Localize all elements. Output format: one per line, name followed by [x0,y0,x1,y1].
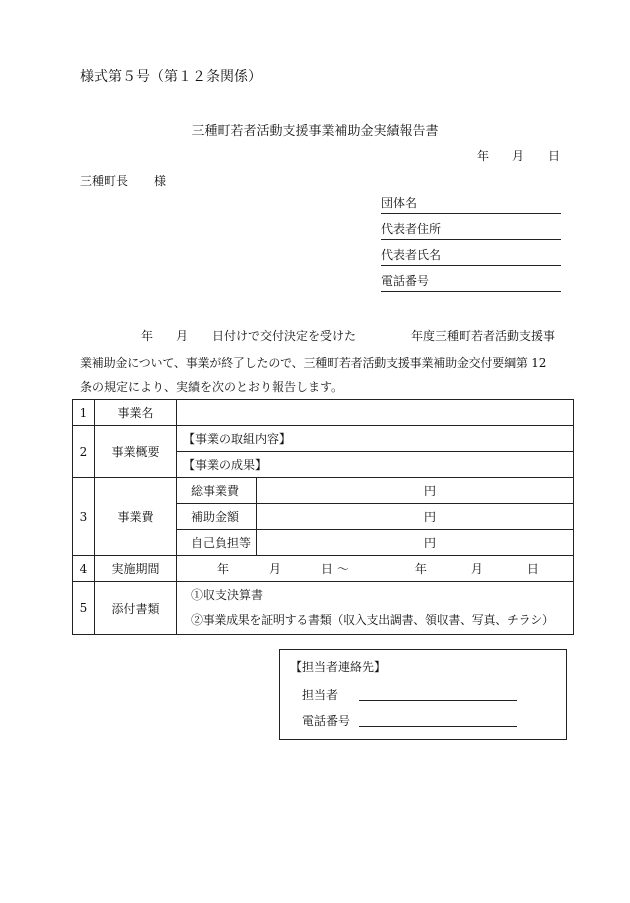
applicant-org[interactable]: 団体名 [381,196,561,214]
addressee-honorific: 様 [154,174,167,188]
body-line-2: 業補助金について、事業が終了したので、三種町若者活動支援事業補助金交付要綱第 12 [80,356,547,370]
table-row [73,478,574,504]
report-table [72,399,574,635]
cost-total-value[interactable]: 円 [257,478,574,504]
row-num: 3 [73,478,95,556]
body-month: 月 [176,329,189,343]
attachment-item: ②事業成果を証明する書類（収入支出調書、領収書、写真、チラシ） [191,613,554,627]
date-year: 年 [477,149,490,163]
addressee-name: 三種町長 [80,174,129,188]
body-end: 年度三種町若者活動支援事 [411,329,556,343]
cost-total-label: 総事業費 [177,478,257,504]
period-start-month: 月 [269,562,282,576]
date-day: 日 [548,149,561,163]
body-mid: 日付けで交付決定を受けた [212,329,357,343]
project-name-value[interactable] [177,400,574,426]
cost-self-label: 自己負担等 [177,530,257,556]
row-label-period: 実施期間 [95,556,177,582]
overview-activities[interactable]: 【事業の取組内容】 [177,426,574,452]
contact-person-field[interactable] [359,699,517,701]
row-label-attachments: 添付書類 [95,582,177,635]
contact-phone-field[interactable] [359,725,517,727]
date-month: 月 [512,149,525,163]
document-title: 三種町若者活動支援事業補助金実績報告書 [191,124,439,139]
period-value[interactable] [177,556,574,582]
applicant-address[interactable]: 代表者住所 [381,222,561,240]
form-label: 様式第５号（第１２条関係） [80,69,262,85]
row-num: 1 [73,400,95,426]
cost-subsidy-label: 補助金額 [177,504,257,530]
body-year: 年 [141,329,154,343]
row-label-cost: 事業費 [95,478,177,556]
contact-phone-label: 電話番号 [302,714,351,728]
contact-box [279,649,567,740]
row-num: 4 [73,556,95,582]
addressee [80,172,166,189]
period-start-year: 年 [217,562,230,576]
period-end-day: 日 [526,562,539,576]
row-label-project-name: 事業名 [95,400,177,426]
attachments-value [177,582,574,635]
period-end-year: 年 [414,562,427,576]
overview-results[interactable]: 【事業の成果】 [177,452,574,478]
row-num: 5 [73,582,95,635]
body-line-3: 条の規定により、実績を次のとおり報告します。 [80,380,344,394]
row-num: 2 [73,426,95,478]
cost-self-value[interactable]: 円 [257,530,574,556]
table-row [73,400,574,426]
applicant-name[interactable]: 代表者氏名 [381,248,561,266]
table-row [73,582,574,635]
period-start-day: 日 〜 [321,562,349,576]
applicant-phone[interactable]: 電話番号 [381,274,561,292]
row-label-overview: 事業概要 [95,426,177,478]
cost-subsidy-value[interactable]: 円 [257,504,574,530]
table-row [73,426,574,452]
table-row [73,556,574,582]
contact-title: 【担当者連絡先】 [290,660,387,674]
attachment-item: ①収支決算書 [191,588,264,602]
contact-person-label: 担当者 [302,688,339,702]
period-end-month: 月 [470,562,483,576]
